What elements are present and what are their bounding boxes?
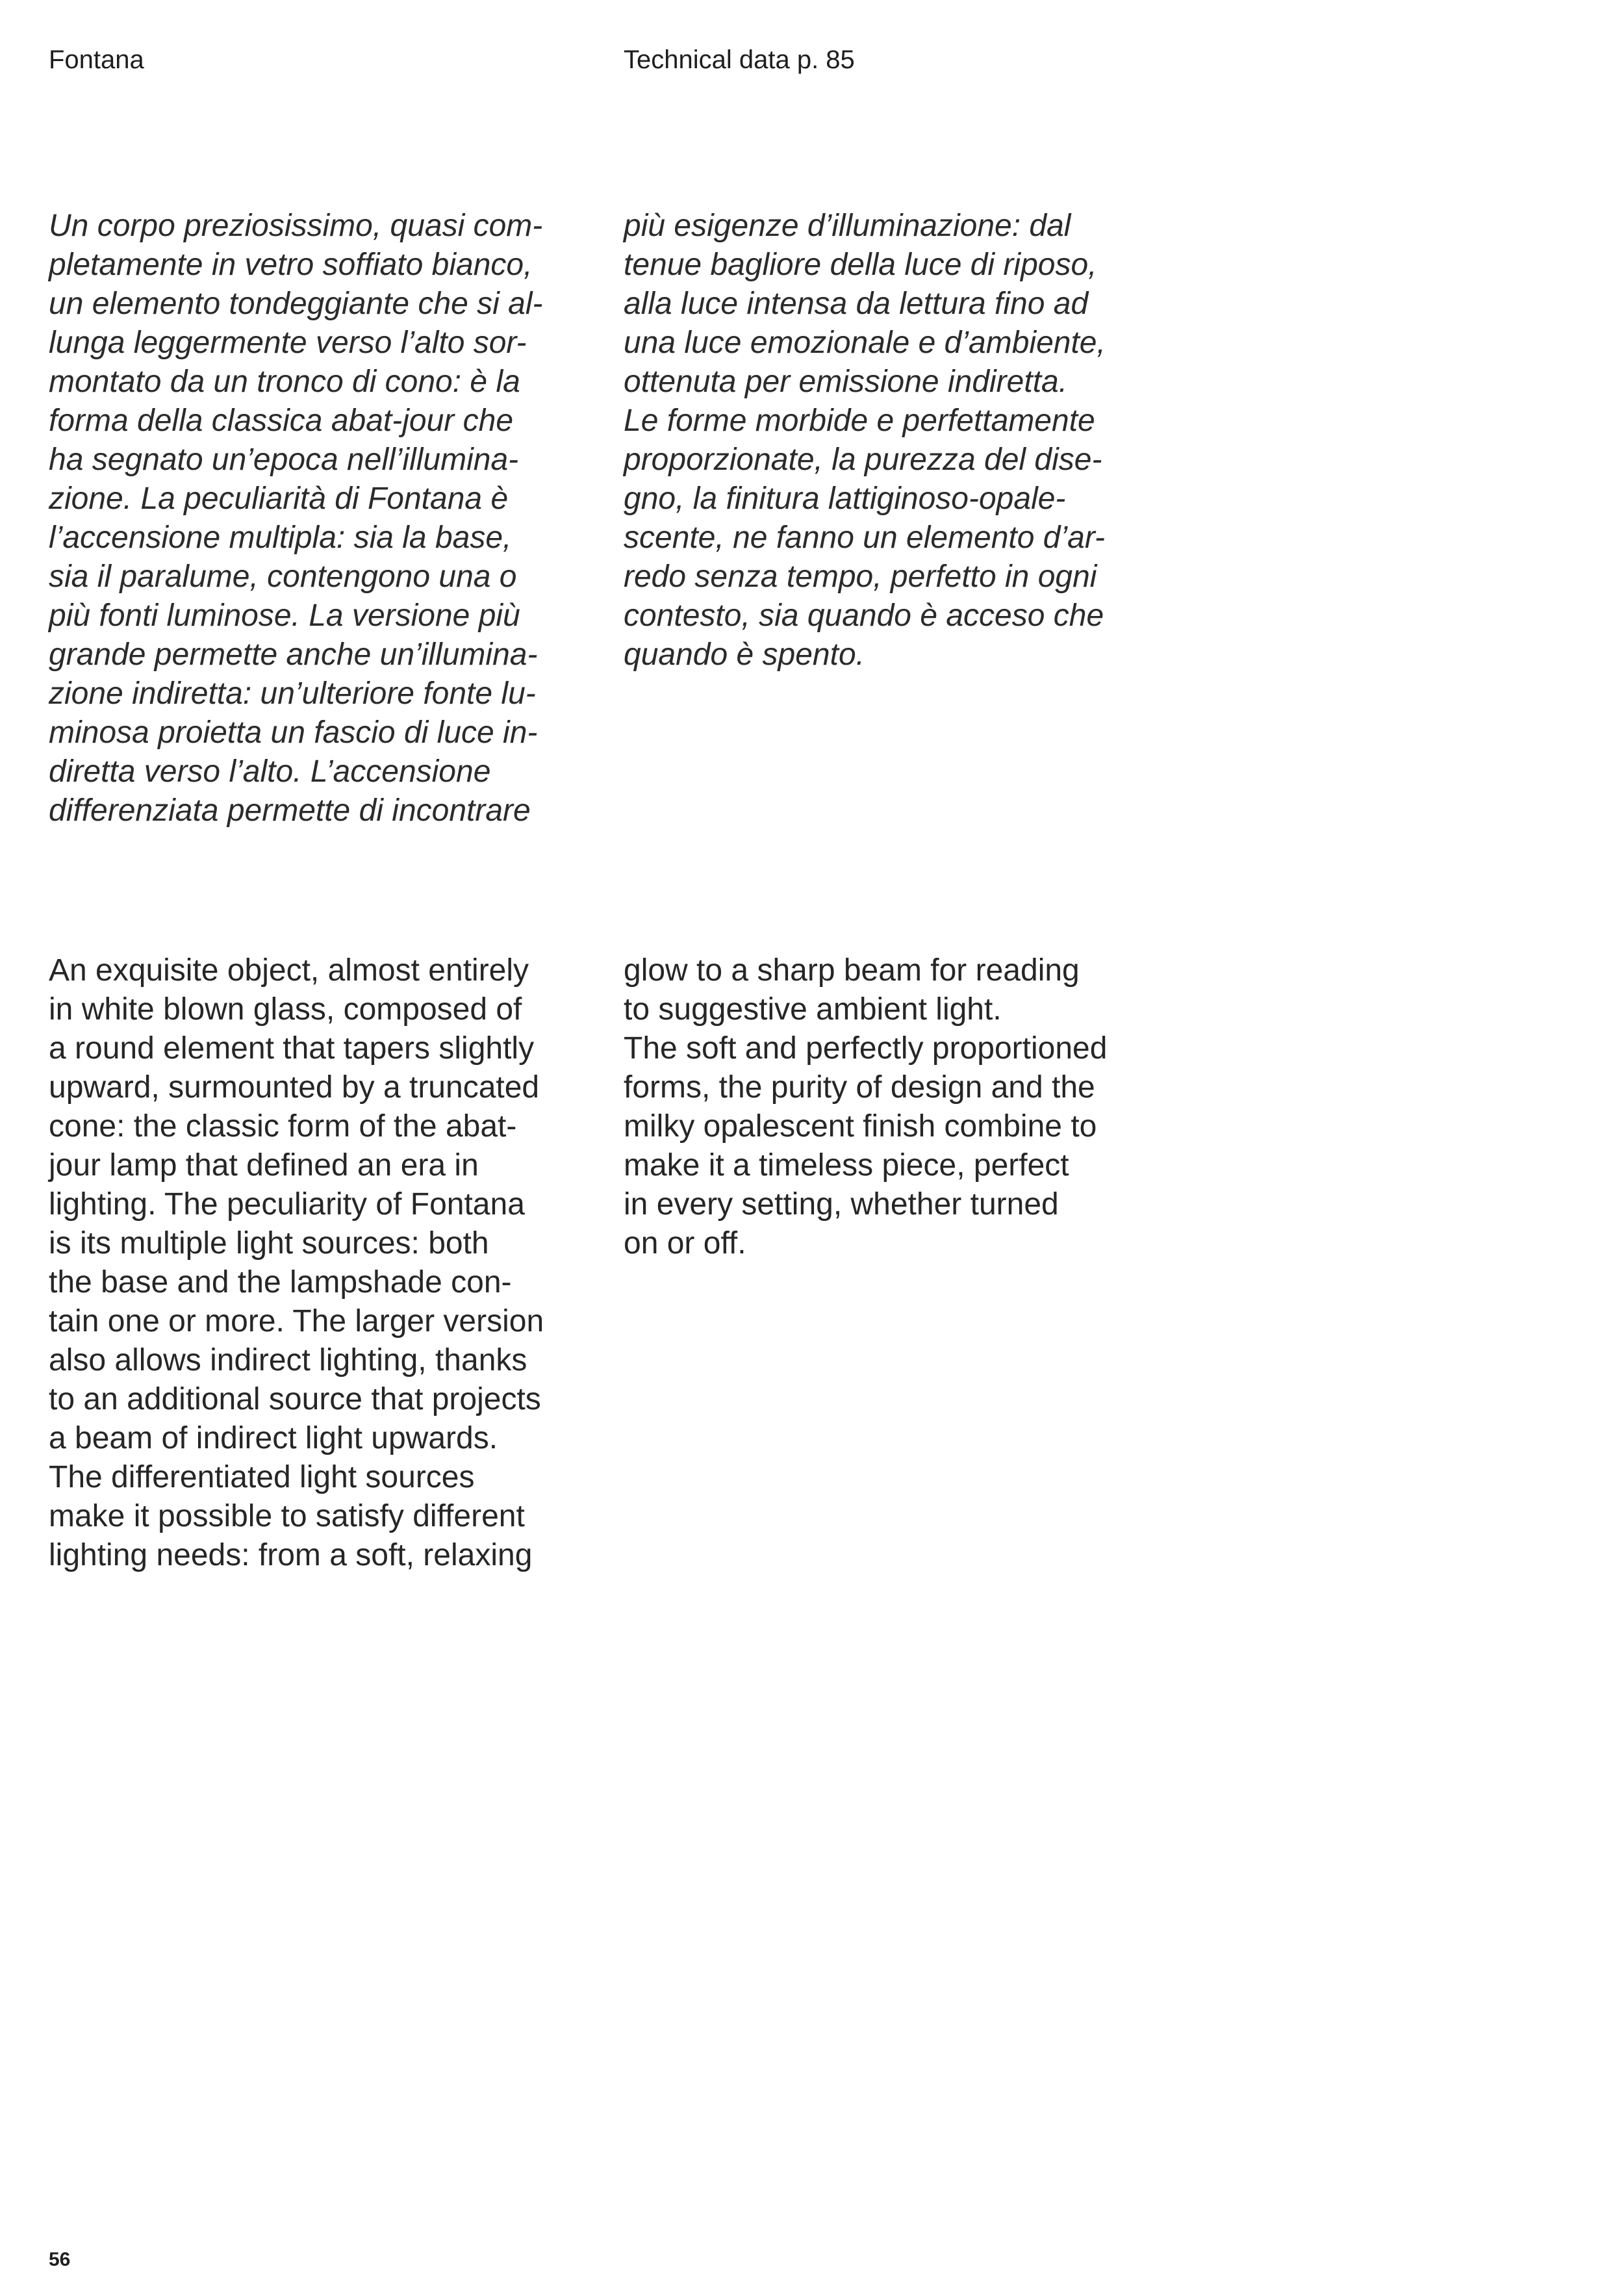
text-line: jour lamp that defined an era in <box>49 1148 479 1183</box>
text-line: The soft and perfectly proportioned <box>624 1031 1108 1066</box>
text-line: contesto, sia quando è acceso che <box>624 598 1104 633</box>
text-line: quando è spento. <box>624 637 865 672</box>
text-line: zione. La peculiarità di Fontana è <box>49 481 509 516</box>
text-line: Un corpo preziosissimo, quasi com- <box>49 209 543 243</box>
technical-data-reference: Technical data p. 85 <box>624 45 855 74</box>
text-line: lighting. The peculiarity of Fontana <box>49 1187 525 1222</box>
text-line: proporzionate, la purezza del dise- <box>624 442 1102 477</box>
text-line: upward, surmounted by a truncated <box>49 1070 540 1105</box>
text-line: in white blown glass, composed of <box>49 992 522 1027</box>
text-line: tain one or more. The larger version <box>49 1304 544 1339</box>
text-line: forma della classica abat-jour che <box>49 404 514 438</box>
text-line: zione indiretta: un’ulteriore fonte lu- <box>49 676 536 711</box>
text-line: also allows indirect lighting, thanks <box>49 1343 527 1377</box>
text-line: cone: the classic form of the abat- <box>49 1109 517 1144</box>
text-line: a beam of indirect light upwards. <box>49 1421 498 1455</box>
text-line: lighting needs: from a soft, relaxing <box>49 1538 533 1572</box>
text-line: redo senza tempo, perfetto in ogni <box>624 559 1097 594</box>
page-number: 56 <box>49 2249 71 2270</box>
text-line: ottenuta per emissione indiretta. <box>624 365 1068 399</box>
text-line: in every setting, whether turned <box>624 1187 1059 1222</box>
page-title: Fontana <box>49 45 144 74</box>
text-line: forms, the purity of design and the <box>624 1070 1095 1105</box>
text-line: un elemento tondeggiante che si al- <box>49 287 543 321</box>
text-line: milky opalescent finish combine to <box>624 1109 1097 1144</box>
text-line: lunga leggermente verso l’alto sor- <box>49 326 527 360</box>
text-line: a round element that tapers slightly <box>49 1031 535 1066</box>
text-line: tenue bagliore della luce di riposo, <box>624 248 1097 282</box>
text-line: montato da un tronco di cono: è la <box>49 365 520 399</box>
text-line: più esigenze d’illuminazione: dal <box>624 209 1071 243</box>
text-line: the base and the lampshade con- <box>49 1265 512 1300</box>
text-line: una luce emozionale e d’ambiente, <box>624 326 1106 360</box>
italian-text-column-2 <box>624 207 1169 674</box>
text-line: Le forme morbide e perfettamente <box>624 404 1095 438</box>
text-line: pletamente in vetro soffiato bianco, <box>49 248 533 282</box>
english-text-column-1 <box>49 951 594 1575</box>
english-text-column-2 <box>624 951 1169 1263</box>
text-line: to suggestive ambient light. <box>624 992 1002 1027</box>
text-line: l’accensione multipla: sia la base, <box>49 520 512 555</box>
text-line: make it a timeless piece, perfect <box>624 1148 1069 1183</box>
text-line: The differentiated light sources <box>49 1460 475 1494</box>
text-line: glow to a sharp beam for reading <box>624 953 1080 988</box>
text-line: is its multiple light sources: both <box>49 1226 489 1261</box>
italian-text-column-1 <box>49 207 594 830</box>
text-line: on or off. <box>624 1226 746 1261</box>
text-line: differenziata permette di incontrare <box>49 793 531 828</box>
text-line: make it possible to satisfy different <box>49 1499 525 1533</box>
text-line: to an additional source that projects <box>49 1382 541 1416</box>
text-line: scente, ne fanno un elemento d’ar- <box>624 520 1105 555</box>
text-line: sia il paralume, contengono una o <box>49 559 517 594</box>
text-line: grande permette anche un’illumina- <box>49 637 538 672</box>
text-line: più fonti luminose. La versione più <box>49 598 520 633</box>
text-line: minosa proietta un fascio di luce in- <box>49 715 538 750</box>
text-line: An exquisite object, almost entirely <box>49 953 529 988</box>
text-line: alla luce intensa da lettura fino ad <box>624 287 1089 321</box>
text-line: ha segnato un’epoca nell’illumina- <box>49 442 519 477</box>
text-line: diretta verso l’alto. L’accensione <box>49 754 491 789</box>
text-line: gno, la finitura lattiginoso-opale- <box>624 481 1066 516</box>
